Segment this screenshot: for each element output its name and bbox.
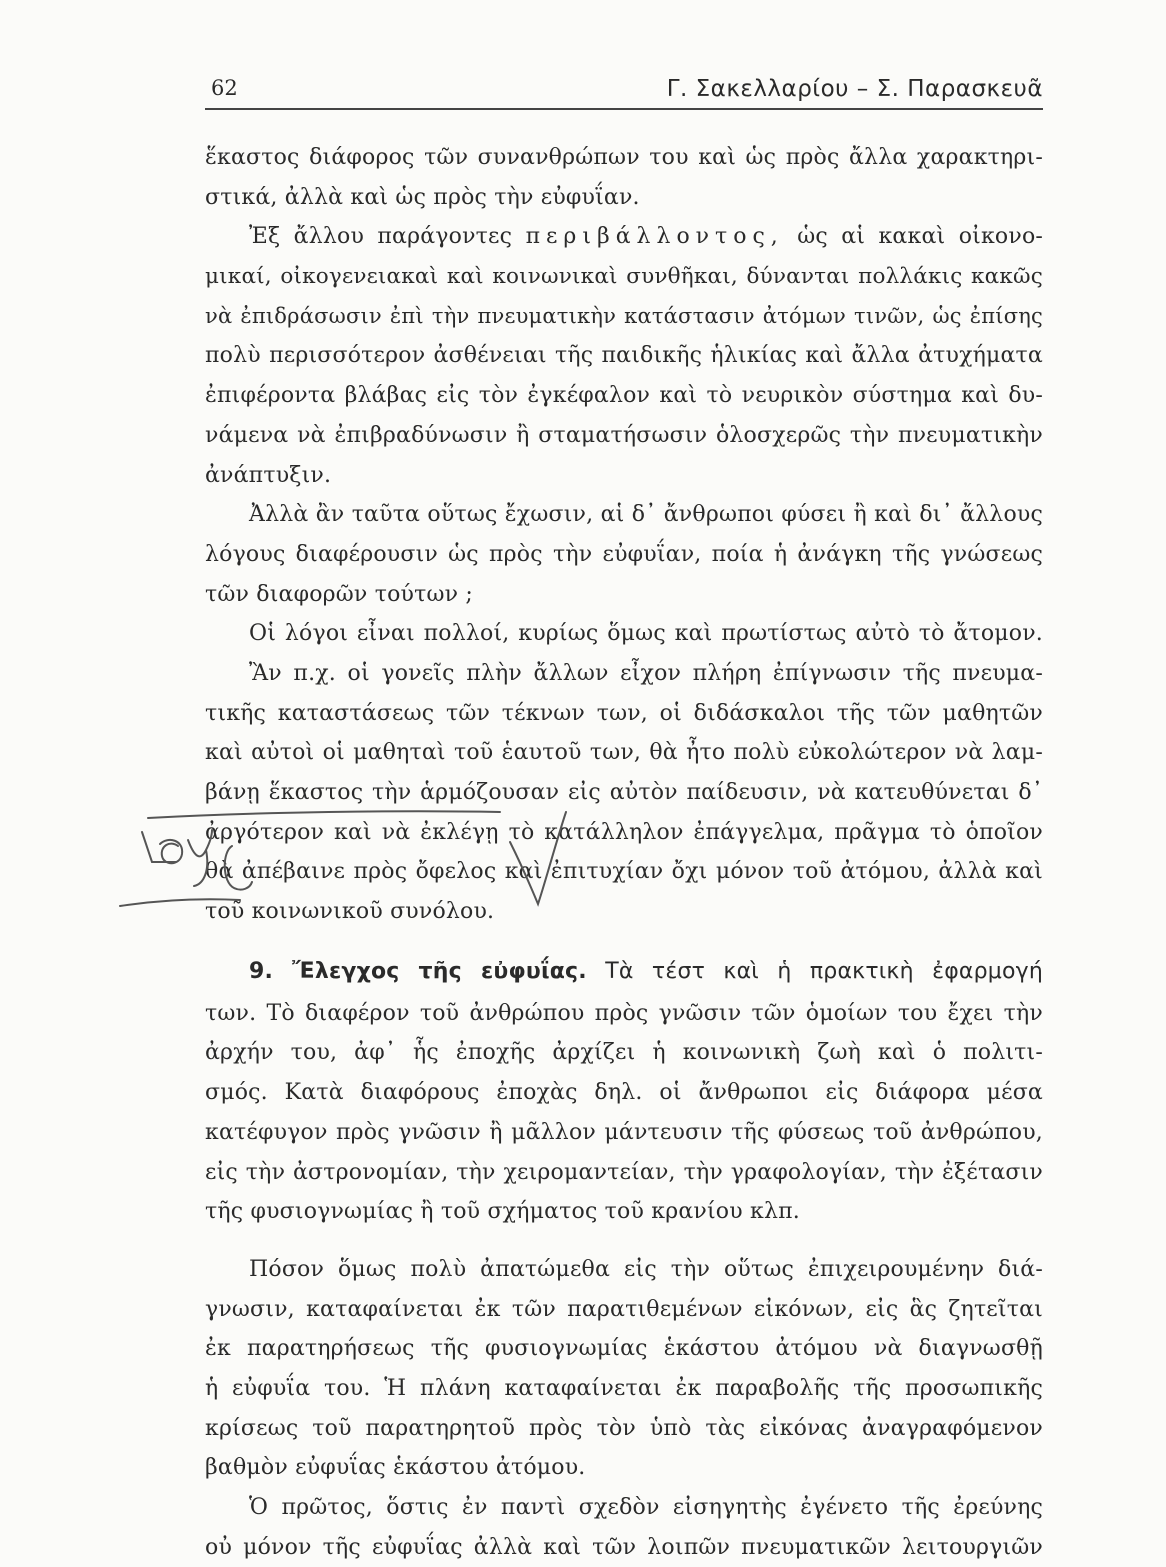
text-line: Πόσον ὅμως πολὺ ἀπατώμεθα εἰς τὴν οὕτως ἐπιχειρουμένην διά-	[249, 1256, 1043, 1282]
text-line: ἐκ παρατηρήσεως τῆς φυσιογνωμίας ἑκάστου ἀτόμου νὰ διαγνωσθῇ	[205, 1336, 1043, 1362]
text-line: Οἱ λόγοι εἶναι πολλοί, κυρίως ὅμως καὶ πρωτίστως αὐτὸ τὸ ἄτομον.	[249, 621, 1043, 647]
text-line: ἕκαστος διάφορος τῶν συνανθρώπων του καὶ ὡς πρὸς ἄλλα χαρακτηρι-	[205, 145, 1043, 170]
text-line: Ἂν π.χ. οἱ γονεῖς πλὴν ἄλλων εἶχον πλήρη ἐπίγνωσιν τῆς πνευμα-	[249, 660, 1043, 686]
text-line: Ὁ πρῶτος, ὅστις ἐν παντὶ σχεδὸν εἰσηγητὴς ἐγένετο τῆς ἐρεύνης	[249, 1495, 1043, 1520]
section-gap	[205, 932, 1043, 950]
spaced-word: περιβάλλοντος,	[525, 224, 784, 250]
text-line: τοῦ κοινωνικοῦ συνόλου.	[205, 899, 495, 925]
text-line: των. Τὸ διαφέρον τοῦ ἀνθρώπου πρὸς γνῶσιν τῶν ὁμοίων του ἔχει τὴν	[205, 1000, 1043, 1026]
text-line: ἀρχήν του, ἀφ᾽ ἧς ἐποχῆς ἀρχίζει ἡ κοινωνικὴ ζωὴ καὶ ὁ πολιτι-	[205, 1040, 1043, 1066]
text-line: οὐ μόνον τῆς εὐφυΐας ἀλλὰ καὶ τῶν λοιπῶν πνευματικῶν λειτουργιῶν	[205, 1534, 1043, 1560]
text-line: τικῆς καταστάσεως τῶν τέκνων των, οἱ διδάσκαλοι τῆς τῶν μαθητῶν	[205, 700, 1043, 726]
text-line: κατέφυγον πρὸς γνῶσιν ἢ μᾶλλον μάντευσιν τῆς φύσεως τοῦ ἀνθρώπου,	[205, 1119, 1043, 1145]
text-line: ἡ εὐφυΐα του. Ἡ πλάνη καταφαίνεται ἐκ παραβολῆς τῆς προσωπικῆς	[205, 1375, 1043, 1401]
text-line: τῶν διαφορῶν τούτων ;	[205, 581, 473, 607]
text-line: θὰ ἀπέβαινε πρὸς ὄφελος καὶ ἐπιτυχίαν ὄχι μόνον τοῦ ἀτόμου, ἀλλὰ καὶ	[205, 859, 1043, 885]
text-span: ὡς αἱ κακαὶ οἰκονο-	[797, 224, 1044, 250]
text-line: ἀργότερον καὶ νὰ ἐκλέγῃ τὸ κατάλληλον ἐπάγγελμα, πρᾶγμα τὸ ὁποῖον	[205, 819, 1043, 845]
header-rule	[205, 108, 1043, 110]
text-line	[205, 217, 1043, 257]
text-line: Ἀλλὰ ἂν ταῦτα οὕτως ἔχωσιν, αἱ δ᾽ ἄνθρωποι φύσει ἢ καὶ δι᾽ ἄλλους	[249, 502, 1043, 528]
text-span: Ἐξ ἄλλου παράγοντες	[249, 224, 513, 250]
text-line: μικαί, οἰκογενειακαὶ καὶ κοινωνικαὶ συνθῆκαι, δύνανται πολλάκις κακῶς	[205, 264, 1043, 290]
paragraph-gap	[205, 1232, 1043, 1250]
text-line: λόγους διαφέρουσιν ὡς πρὸς τὴν εὐφυΐαν, ποία ἡ ἀνάγκη τῆς γνώσεως	[205, 541, 1043, 567]
text-line: σμός. Κατὰ διαφόρους ἐποχὰς δηλ. οἱ ἄνθρωποι εἰς διάφορα μέσα	[205, 1080, 1043, 1106]
text-line: καὶ αὐτοὶ οἱ μαθηταὶ τοῦ ἑαυτοῦ των, θὰ ἦτο πολὺ εὐκολώτερον νὰ λαμ-	[205, 740, 1043, 766]
page-body	[205, 138, 1043, 1567]
page-header	[205, 72, 1043, 112]
text-span: Τὰ τέστ καὶ ἡ πρακτικὴ ἐφαρμογή	[605, 958, 1043, 984]
text-line: κρίσεως τοῦ παρατηρητοῦ πρὸς τὸν ὑπὸ τὰς εἰκόνας ἀναγραφόμενον	[205, 1415, 1043, 1441]
text-line: ἐπιφέροντα βλάβας εἰς τὸν ἐγκέφαλον καὶ τὸ νευρικὸν σύστημα καὶ δυ-	[205, 383, 1043, 409]
pencil-stroke	[142, 832, 176, 862]
running-head: Γ. Σακελλαρίου – Σ. Παρασκευᾶ	[666, 76, 1043, 102]
text-line: γνωσιν, καταφαίνεται ἐκ τῶν παρατιθεμένων εἰκόνων, εἰς ἃς ζητεῖται	[205, 1296, 1043, 1322]
section-heading-line	[205, 950, 1043, 994]
section-heading: 9. Ἔλεγχος τῆς εὐφυΐας.	[249, 958, 587, 984]
page-number: 62	[211, 76, 238, 100]
text-line: ἀνάπτυξιν.	[205, 462, 332, 488]
text-line: στικά, ἀλλὰ καὶ ὡς πρὸς τὴν εὐφυΐαν.	[205, 184, 640, 210]
text-line: βαθμὸν εὐφυΐας ἑκάστου ἀτόμου.	[205, 1455, 586, 1481]
text-line: νὰ ἐπιδράσωσιν ἐπὶ τὴν πνευματικὴν κατάστασιν ἀτόμων τινῶν, ὡς ἐπίσης	[205, 303, 1043, 328]
text-line: πολὺ περισσότερον ἀσθένειαι τῆς παιδικῆς ἡλικίας καὶ ἄλλα ἀτυχήματα	[205, 343, 1043, 369]
text-line: τῆς φυσιογνωμίας ἢ τοῦ σχήματος τοῦ κρανίου κλπ.	[205, 1199, 800, 1225]
pencil-stroke	[160, 840, 182, 863]
text-line: εἰς τὴν ἀστρονομίαν, τὴν χειρομαντείαν, τὴν γραφολογίαν, τὴν ἐξέτασιν	[205, 1159, 1043, 1185]
text-line: βάνῃ ἕκαστος τὴν ἁρμόζουσαν εἰς αὐτὸν παίδευσιν, νὰ κατευθύνεται δ᾽	[205, 780, 1043, 805]
text-line: νάμενα νὰ ἐπιβραδύνωσιν ἢ σταματήσωσιν ὁλοσχερῶς τὴν πνευματικὴν	[205, 422, 1043, 448]
